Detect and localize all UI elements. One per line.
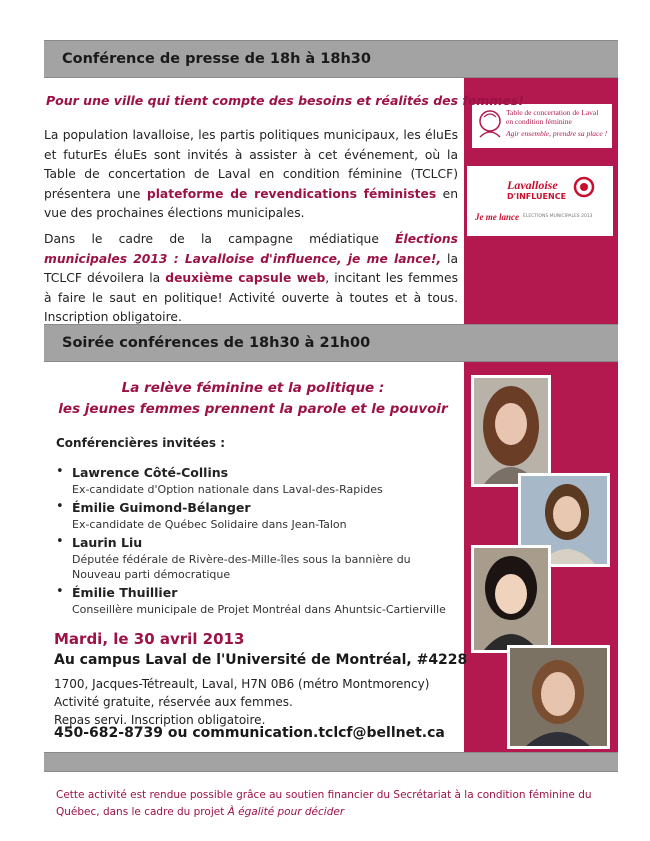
speaker-item bbox=[56, 499, 446, 532]
footer-note bbox=[56, 787, 596, 821]
lavalloise-logo-line2: D'INFLUENCE bbox=[507, 192, 567, 201]
event-details bbox=[54, 675, 429, 729]
footer-text: Cette activité est rendue possible grâce au soutien financier du Secrétariat à la condition féminine du Québec, dans le cadre du projet bbox=[56, 789, 592, 818]
press-p2-capsule: deuxième capsule web bbox=[165, 271, 326, 285]
press-conference-header: Conférence de presse de 18h à 18h30 bbox=[62, 51, 371, 67]
press-conference-header-bar bbox=[44, 40, 618, 78]
press-paragraph-1 bbox=[44, 126, 458, 224]
speaker-description: Conseillère municipale de Projet Montréal dans Ahuntsic-Cartierville bbox=[72, 603, 446, 616]
speaker-name: • Émilie Guimond-Bélanger bbox=[72, 500, 251, 515]
photo-speaker-4 bbox=[507, 645, 610, 749]
lavalloise-logo-line4: ÉLECTIONS MUNICIPALES 2013 bbox=[523, 214, 593, 219]
lavalloise-logo-line3: Je me lance bbox=[475, 212, 519, 222]
event-info-1: Activité gratuite, réservée aux femmes. bbox=[54, 695, 293, 709]
evening-tagline bbox=[46, 378, 460, 420]
press-tagline: Pour une ville qui tient compte des besoins et réalités des femmes! bbox=[46, 93, 524, 108]
portrait-1-image bbox=[474, 378, 548, 484]
event-info-2: Repas servi. Inscription obligatoire. bbox=[54, 713, 266, 727]
speaker-name: • Lawrence Côté-Collins bbox=[72, 465, 229, 480]
evening-tagline-line1: La relève féminine et la politique : bbox=[121, 380, 385, 396]
press-p1-emphasis: plateforme de revendications féministes bbox=[146, 186, 437, 201]
speaker-name: • Émilie Thuillier bbox=[72, 585, 178, 600]
target-icon bbox=[573, 176, 595, 198]
speaker-description: Députée fédérale de Rivère-des-Mille-îles sous la bannière du Nouveau parti démocratique bbox=[72, 553, 411, 581]
tclcf-logo-emblem bbox=[475, 107, 505, 145]
evening-tagline-line2: les jeunes femmes prennent la parole et le pouvoir bbox=[58, 401, 448, 417]
speaker-item bbox=[56, 464, 446, 497]
portrait-4-image bbox=[510, 648, 607, 746]
press-p1-text-end: en vue des prochaines élections municipales. bbox=[44, 186, 458, 220]
speaker-name: • Laurin Liu bbox=[72, 535, 143, 550]
speaker-description: Ex-candidate de Québec Solidaire dans Jean-Talon bbox=[72, 518, 347, 531]
tclcf-logo-line2: en condition féminine bbox=[506, 117, 572, 126]
event-address: 1700, Jacques-Tétreault, Laval, H7N 0B6 (métro Montmorency) bbox=[54, 677, 430, 691]
press-p2-text-end: , incitant les femmes à faire le saut en politique! Activité ouverte à toutes et à tous. Inscription obligatoire. bbox=[44, 271, 458, 324]
speaker-item bbox=[56, 534, 446, 582]
event-date: Mardi, le 30 avril 2013 bbox=[54, 630, 245, 648]
photo-speaker-3 bbox=[471, 545, 551, 653]
press-p2-campaign: Élections municipales 2013 : Lavalloise d'influence, je me lance!, bbox=[44, 232, 458, 266]
portrait-3-image bbox=[474, 548, 548, 650]
evening-header: Soirée conférences de 18h30 à 21h00 bbox=[62, 335, 371, 351]
press-paragraph-2 bbox=[44, 230, 458, 328]
event-contact: 450-682-8739 ou communication.tclcf@bellnet.ca bbox=[54, 725, 445, 741]
tclcf-logo-slogan: Agir ensemble, prendre sa place ! bbox=[506, 129, 608, 138]
press-p2-text-mid: la TCLCF dévoilera la bbox=[44, 251, 458, 285]
photo-speaker-1 bbox=[471, 375, 551, 487]
event-venue: Au campus Laval de l'Université de Montréal, #4228 bbox=[54, 652, 468, 668]
speaker-item bbox=[56, 584, 446, 617]
footer-project-name: À égalité pour décider bbox=[227, 806, 345, 818]
evening-header-bar bbox=[44, 324, 618, 362]
lavalloise-logo bbox=[467, 166, 613, 236]
speaker-list bbox=[56, 464, 446, 619]
tclcf-logo-line1: Table de concertation de Laval bbox=[506, 108, 599, 117]
tclcf-logo bbox=[472, 104, 612, 148]
speaker-description: Ex-candidate d'Option nationale dans Laval-des-Rapides bbox=[72, 483, 383, 496]
lavalloise-logo-line1: Lavalloise bbox=[507, 178, 558, 192]
press-p1-text: La population lavalloise, les partis politiques municipaux, les éluEs et futurEs éluEs sont invités à assister à cet événement, où la Table de concertation de Laval en condition féminine (TCLCF) présentera une bbox=[44, 128, 458, 201]
guests-label: Conférencières invitées : bbox=[56, 436, 226, 450]
footer-bar bbox=[44, 752, 618, 772]
press-p2-text: Dans le cadre de la campagne médiatique bbox=[44, 232, 396, 246]
